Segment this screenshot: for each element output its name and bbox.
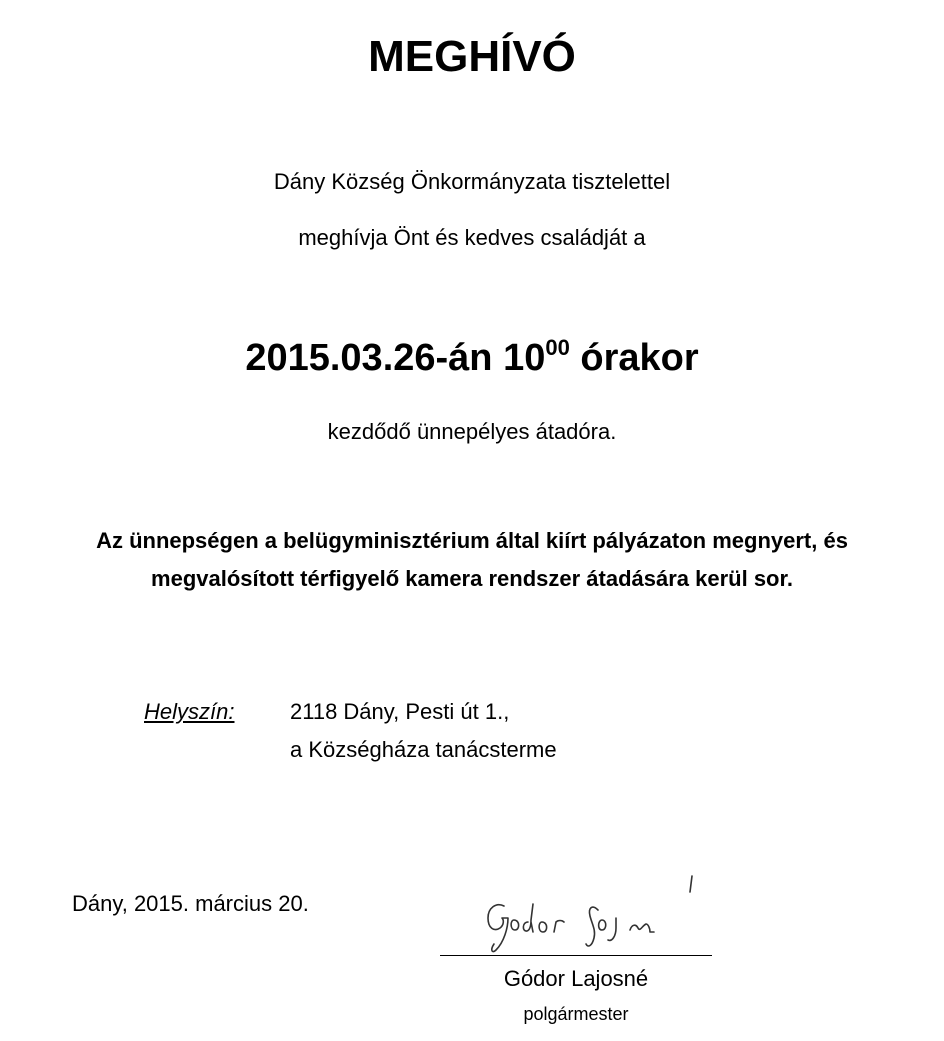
venue-room: a Községháza tanácsterme	[290, 737, 557, 762]
place-and-date: Dány, 2015. március 20.	[72, 891, 309, 916]
statement-line-2: megvalósított térfigyelő kamera rendszer átadására kerül sor.	[151, 566, 793, 591]
event-date-suffix: órakor	[569, 337, 699, 379]
venue-label: Helyszín:	[144, 699, 235, 724]
signer-name: Gódor Lajosné	[503, 966, 649, 991]
event-date	[0, 334, 944, 382]
event-subtitle: kezdődő ünnepélyes átadóra.	[327, 419, 617, 444]
event-date-main: 2015.03.26-án 10	[245, 337, 546, 379]
intro-line-2: meghívja Önt és kedves családját a	[298, 225, 646, 250]
intro-line-1: Dány Község Önkormányzata tisztelettel	[273, 169, 671, 194]
venue-address: 2118 Dány, Pesti út 1.,	[290, 699, 510, 724]
signer-title: polgármester	[523, 1004, 629, 1024]
statement-line-1: Az ünnepségen a belügyminisztérium által kiírt pályázaton megnyert, és	[96, 528, 848, 553]
signature-line	[440, 955, 712, 956]
event-time-minutes: 00	[545, 335, 570, 360]
document-title: MEGHÍVÓ	[368, 32, 576, 81]
